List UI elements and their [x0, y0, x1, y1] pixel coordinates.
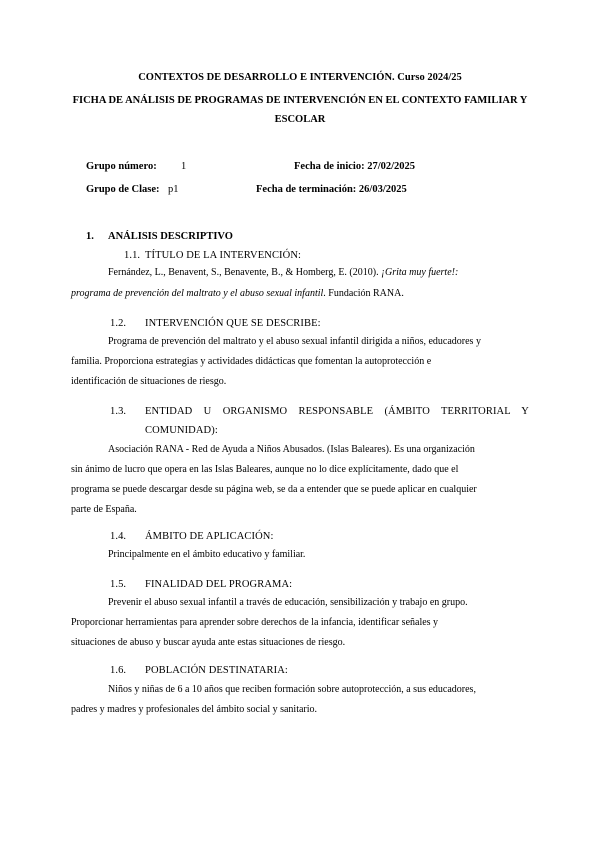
subsection-number: 1.4.	[110, 531, 127, 542]
grupo-numero-value: 1	[181, 161, 187, 172]
paragraph-line: Proporcionar herramientas para aprender sobre derechos de la infancia, identificar señales y	[71, 617, 439, 628]
grupo-clase-label: Grupo de Clase:	[86, 184, 160, 195]
paragraph-line: Programa de prevención del maltrato y el abuso sexual infantil dirigida a niños, educadores y	[108, 336, 481, 347]
paragraph-line: Prevenir el abuso sexual infantil a través de educación, sensibilización y trabajo en grupo.	[108, 597, 468, 608]
paragraph-line: identificación de situaciones de riesgo.	[71, 376, 227, 387]
subsection-title: ÁMBITO DE APLICACIÓN:	[145, 531, 274, 542]
grupo-clase-value: p1	[168, 184, 179, 195]
subsection-title-cont: COMUNIDAD):	[145, 425, 218, 436]
section-number: 1.	[86, 231, 94, 242]
subsection-number: 1.1.	[124, 250, 141, 261]
fecha-inicio: Fecha de inicio: 27/02/2025	[294, 161, 416, 172]
subsection-number: 1.2.	[110, 318, 127, 329]
section-title: ANÁLISIS DESCRIPTIVO	[108, 231, 233, 242]
paragraph-line: Asociación RANA - Red de Ayuda a Niños Abusados. (Islas Baleares). Es una organización	[108, 444, 475, 455]
subsection-title: POBLACIÓN DESTINATARIA:	[145, 665, 288, 676]
subsection-title: INTERVENCIÓN QUE SE DESCRIBE:	[145, 318, 321, 329]
paragraph-line	[108, 263, 458, 283]
citation-publisher: . Fundación RANA.	[323, 288, 404, 299]
document-title: CONTEXTOS DE DESARROLLO E INTERVENCIÓN. Curso 2024/25	[138, 72, 462, 83]
subsection-number: 1.6.	[110, 665, 127, 676]
paragraph-line: sin ánimo de lucro que opera en las Islas Baleares, aunque no lo dice explícitamente, dado que el	[71, 464, 459, 475]
subsection-title: TÍTULO DE LA INTERVENCIÓN:	[145, 250, 302, 261]
paragraph-line: parte de España.	[71, 504, 137, 515]
subsection-number: 1.3.	[110, 406, 127, 417]
fecha-terminacion: Fecha de terminación: 26/03/2025	[256, 184, 407, 195]
document-subtitle: FICHA DE ANÁLISIS DE PROGRAMAS DE INTERVENCIÓN EN EL CONTEXTO FAMILIAR Y	[72, 95, 528, 106]
paragraph-line: programa se puede descargar desde su página web, se da a entender que se puede aplicar en cualquier	[71, 484, 477, 495]
subsection-title: ENTIDAD U ORGANISMO RESPONSABLE (ÁMBITO TERRITORIAL Y	[145, 406, 529, 417]
paragraph-line: Niños y niñas de 6 a 10 años que reciben formación sobre autoprotección, a sus educadores,	[108, 684, 476, 695]
citation-authors: Fernández, L., Benavent, S., Benavente, B., & Homberg, E. (2010).	[108, 267, 382, 278]
paragraph-line: Principalmente en el ámbito educativo y familiar.	[108, 549, 306, 560]
grupo-numero-label: Grupo número:	[86, 161, 157, 172]
paragraph-line: padres y madres y profesionales del ámbito social y sanitario.	[71, 704, 318, 715]
paragraph-line: familia. Proporciona estrategias y actividades didácticas que fomentan la autoprotección e	[71, 356, 432, 367]
citation-title-cont: programa de prevención del maltrato y el abuso sexual infantil	[71, 288, 324, 299]
subsection-number: 1.5.	[110, 579, 127, 590]
citation-title: ¡Grita muy fuerte!:	[381, 267, 459, 278]
paragraph-line	[71, 284, 404, 304]
paragraph-line: situaciones de abuso y buscar ayuda ante estas situaciones de riesgo.	[71, 637, 346, 648]
subsection-title: FINALIDAD DEL PROGRAMA:	[145, 579, 293, 590]
document-subtitle-cont: ESCOLAR	[274, 114, 326, 125]
